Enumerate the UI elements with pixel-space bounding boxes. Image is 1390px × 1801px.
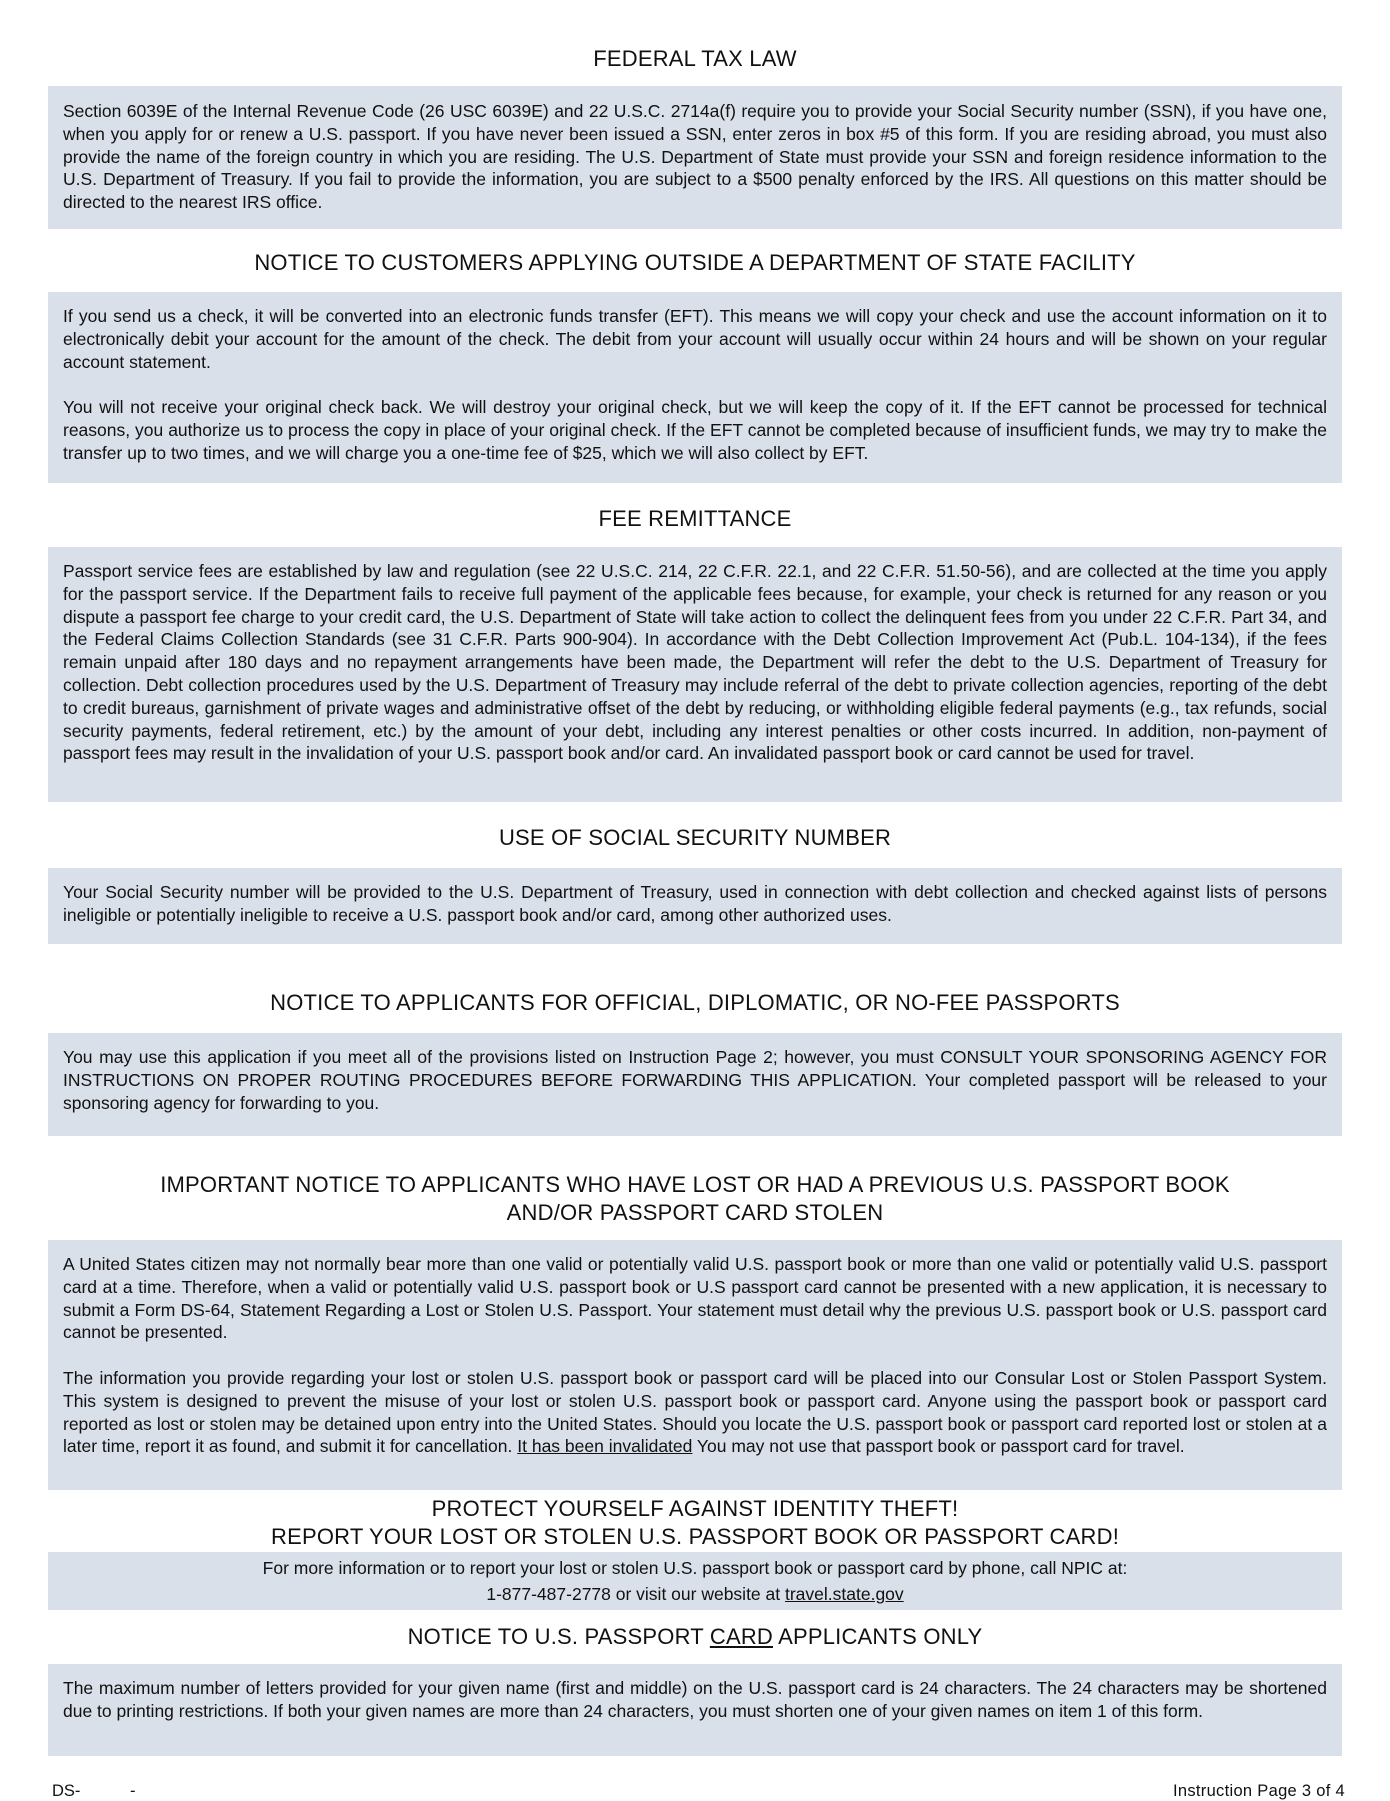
outside-facility-panel bbox=[48, 292, 1342, 483]
fee-remittance-heading: FEE REMITTANCE bbox=[598, 506, 792, 531]
lost-stolen-heading-line-1: IMPORTANT NOTICE TO APPLICANTS WHO HAVE LOST OR HAD A PREVIOUS U.S. PASSPORT BOOK bbox=[160, 1172, 1230, 1197]
form-number: DS- bbox=[52, 1782, 81, 1800]
lost-stolen-text-2 bbox=[63, 1367, 1327, 1458]
ssn-use-heading: USE OF SOCIAL SECURITY NUMBER bbox=[498, 825, 892, 850]
lost-stolen-heading bbox=[48, 1171, 1342, 1227]
card-underlined-word: CARD bbox=[709, 1624, 773, 1649]
npic-phone-line bbox=[63, 1581, 1327, 1607]
page-number: Instruction Page 3 of 4 bbox=[1172, 1782, 1345, 1800]
invalidated-underlined-text: It has been invalidated bbox=[517, 1436, 693, 1457]
passport-card-text: The maximum number of letters provided for your given name (first and middle) on the U.S. passport card is 24 characters. The 24 characters may be shortened due to printing restrictions. If both your given names are more than 24 characters, you must shorten one of your given names on item 1 of this form. bbox=[63, 1678, 1327, 1721]
outside-facility-text-1: If you send us a check, it will be converted into an electronic funds transfer (EFT). This means we will copy your check and use the account information on it to electronically debit your account for the amount of the check. The debit from your account will usually occur within 24 hours and will be shown on your regular account statement. bbox=[63, 306, 1327, 372]
federal-tax-law-text: Section 6039E of the Internal Revenue Code (26 USC 6039E) and 22 U.S.C. 2714a(f) require you to provide your Social Security number (SSN), if you have one, when you apply for or renew a U.S. passport. If you have never been issued a SSN, enter zeros in box #5 of this form. If you are residing abroad, you must also provide the name of the foreign country in which you are residing. The U.S. Department of State must provide your SSN and foreign residence information to the U.S. Department of Treasury. If you fail to provide the information, you are subject to a $500 penalty enforced by the IRS. All questions on this matter should be directed to the nearest IRS office. bbox=[63, 101, 1327, 213]
official-passports-text: You may use this application if you meet all of the provisions listed on Instruction Page 2; however, you must CONSULT YOUR SPONSORING AGENCY FOR INSTRUCTIONS ON PROPER ROUTING PROCEDURES BEFORE FORWARDING THIS APPLICATION. Your completed passport will be released to your sponsoring agency for forwarding to you. bbox=[63, 1047, 1327, 1113]
website-link[interactable]: travel.state.gov bbox=[784, 1584, 904, 1604]
npic-phone-text: 1-877-487-2778 or visit our website at bbox=[486, 1584, 785, 1604]
identity-theft-heading-line-1: PROTECT YOURSELF AGAINST IDENTITY THEFT! bbox=[431, 1496, 959, 1521]
passport-card-panel bbox=[48, 1664, 1342, 1756]
passport-card-heading-start: NOTICE TO U.S. PASSPORT bbox=[407, 1624, 710, 1649]
identity-theft-panel bbox=[48, 1552, 1342, 1610]
npic-info-line: For more information or to report your lost or stolen U.S. passport book or passport card by phone, call NPIC at: bbox=[262, 1558, 1128, 1578]
official-passports-panel bbox=[48, 1033, 1342, 1136]
lost-stolen-text-2-end: You may not use that passport book or passport card for travel. bbox=[692, 1436, 1185, 1457]
outside-facility-heading: NOTICE TO CUSTOMERS APPLYING OUTSIDE A DEPARTMENT OF STATE FACILITY bbox=[254, 250, 1136, 275]
federal-tax-law-panel bbox=[48, 86, 1342, 229]
ssn-use-panel bbox=[48, 868, 1342, 944]
form-number-dash: - bbox=[130, 1782, 136, 1800]
passport-card-heading bbox=[48, 1623, 1342, 1651]
identity-theft-heading bbox=[48, 1495, 1342, 1551]
lost-stolen-panel bbox=[48, 1240, 1342, 1490]
fee-remittance-panel bbox=[48, 547, 1342, 802]
lost-stolen-text-1: A United States citizen may not normally bear more than one valid or potentially valid U.S. passport book or more than one valid or potentially valid U.S. passport card at a time. Therefore, when a valid or potentially valid U.S. passport book or U.S passport card cannot be presented with a new application, it is necessary to submit a Form DS-64, Statement Regarding a Lost or Stolen U.S. Passport. Your statement must detail why the previous U.S. passport book or U.S. passport card cannot be presented. bbox=[63, 1254, 1327, 1343]
passport-card-heading-end: APPLICANTS ONLY bbox=[773, 1624, 983, 1649]
official-passports-heading: NOTICE TO APPLICANTS FOR OFFICIAL, DIPLOMATIC, OR NO-FEE PASSPORTS bbox=[270, 990, 1120, 1015]
ssn-use-text: Your Social Security number will be provided to the U.S. Department of Treasury, used in connection with debt collection and checked against lists of persons ineligible or potentially ineligible to receive a U.S. passport book and/or card, among other authorized uses. bbox=[63, 882, 1327, 925]
identity-theft-heading-line-2: REPORT YOUR LOST OR STOLEN U.S. PASSPORT BOOK OR PASSPORT CARD! bbox=[270, 1524, 1120, 1549]
fee-remittance-text: Passport service fees are established by law and regulation (see 22 U.S.C. 214, 22 C.F.R. 22.1, and 22 C.F.R. 51.50-56), and are collected at the time you apply for the passport service. If the Department fails to receive full payment of the applicable fees because, for example, your check is returned for any reason or you dispute a passport fee charge to your credit card, the U.S. Department of State will take action to collect the delinquent fees from you under 22 C.F.R. Part 34, and the Federal Claims Collection Standards (see 31 C.F.R. Parts 900-904). In accordance with the Debt Collection Improvement Act (Pub.L. 104-134), if the fees remain unpaid after 180 days and no repayment arrangements have been made, the Department will refer the debt to the U.S. Department of Treasury for collection. Debt collection procedures used by the U.S. Department of Treasury may include referral of the debt to private collection agencies, reporting of the debt to credit bureaus, garnishment of private wages and administrative offset of the debt by reducing, or withholding eligible federal payments (e.g., tax refunds, social security payments, federal retirement, etc.) by the amount of your debt, including any interest penalties or other costs incurred. In addition, non-payment of passport fees may result in the invalidation of your U.S. passport book and/or card. An invalidated passport book or card cannot be used for travel. bbox=[63, 561, 1327, 764]
lost-stolen-text-2-start: The information you provide regarding your lost or stolen U.S. passport book or passport card will be placed into our Consular Lost or Stolen Passport System. This system is designed to prevent the misuse of your lost or stolen U.S. passport book or passport card. Anyone using the passport book or passport card reported as lost or stolen may be detained upon entry into the United States. Should you locate the U.S. passport book or passport card reported lost or stolen at a later time, report it as found, and submit it for cancellation. bbox=[63, 1367, 1327, 1457]
outside-facility-text-2: You will not receive your original check back. We will destroy your original check, but we will keep the copy of it. If the EFT cannot be processed for technical reasons, you authorize us to process the copy in place of your original check. If the EFT cannot be completed because of insufficient funds, we may try to make the transfer up to two times, and we will charge you a one-time fee of $25, which we will also collect by EFT. bbox=[63, 397, 1327, 463]
federal-tax-law-heading: FEDERAL TAX LAW bbox=[593, 46, 797, 71]
lost-stolen-heading-line-2: AND/OR PASSPORT CARD STOLEN bbox=[506, 1200, 884, 1225]
